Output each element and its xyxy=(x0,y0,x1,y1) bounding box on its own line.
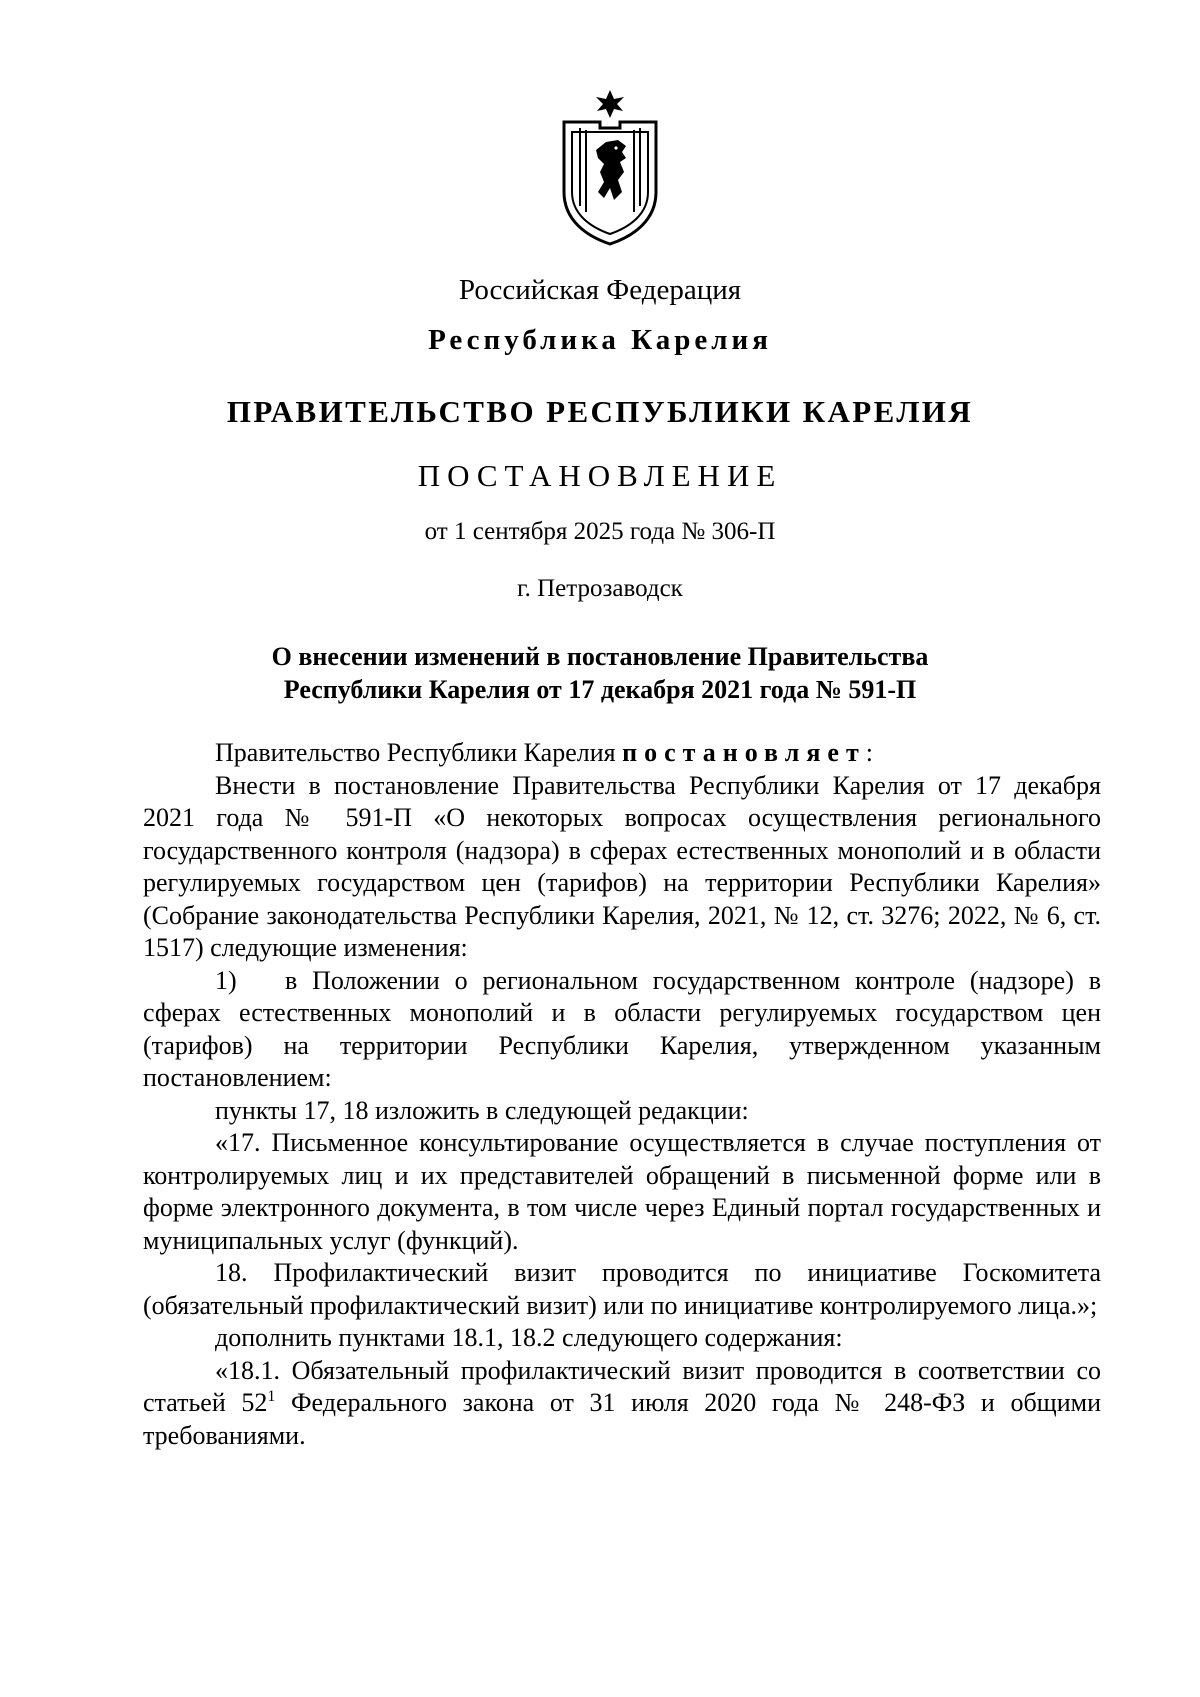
paragraph-points: пункты 17, 18 изложить в следующей редакции: xyxy=(215,1095,749,1125)
intro-paragraph xyxy=(143,737,1101,770)
item-1-text: в Положении о региональном государственном контроле (надзоре) в сферах естественных монополий и в области регулируемых государством цен (тарифов) на территории Республики Карелия, утвержденном указанным постановлением: xyxy=(143,965,1101,1092)
decree-word: постановляет xyxy=(622,738,866,767)
item-1-number: 1) xyxy=(215,965,237,995)
title-line-1: О внесении изменений в постановление Правительства xyxy=(271,642,929,671)
document-title xyxy=(160,640,1040,706)
point-18-1-text-b: Федерального закона от 31 июля 2020 года № 248-ФЗ и общими требованиями. xyxy=(143,1388,1101,1450)
document-date-number: от 1 сентября 2025 года № 306-П xyxy=(424,518,776,545)
document-city: г. Петрозаводск xyxy=(517,575,683,602)
republic-name: Республика Карелия xyxy=(428,324,772,356)
karelia-coat-of-arms-icon xyxy=(560,88,660,248)
paragraph-add: дополнить пунктами 18.1, 18.2 следующего содержания: xyxy=(215,1323,843,1352)
paragraph-main: Внести в постановление Правительства Республики Карелия от 17 декабря 2021 года № 591-П «О некоторых вопросах осуществления регионального государственного контроля (надзора) в сферах естественных монополий и в области регулируемых государством цен (тарифов) на территории Республики Карелия» (Собрание законодательства Республики Карелия, 2021, № 12, ст. 3276; 2022, № 6, ст. 1517) следующие изменения: xyxy=(143,770,1101,962)
country-name: Российская Федерация xyxy=(458,274,742,306)
intro-colon: : xyxy=(865,738,873,767)
point-17: «17. Письменное консультирование осуществляется в случае поступления от контролируемых лиц и их представителей обращений в письменной форме или в форме электронного документа, в том числе через Единый портал государственных и муниципальных услуг (функций). xyxy=(143,1128,1101,1255)
point-18-1-text-a: «18.1. Обязательный профилактический визит проводится в соответствии со статьей 52 xyxy=(143,1355,1101,1417)
title-line-2: Республики Карелия от 17 декабря 2021 года № 591-П xyxy=(283,675,917,704)
point-18-1-superscript: 1 xyxy=(267,1388,276,1405)
item-1 xyxy=(143,965,1101,1095)
document-type: ПОСТАНОВЛЕНИЕ xyxy=(417,458,783,493)
document-body xyxy=(143,737,1101,1452)
government-name: ПРАВИТЕЛЬСТВО РЕСПУБЛИКИ КАРЕЛИЯ xyxy=(226,394,974,429)
intro-text: Правительство Республики Карелия xyxy=(215,738,623,767)
point-18: 18. Профилактический визит проводится по инициативе Госкомитета (обязательный профилактический визит) или по инициативе контролируемого лица.»; xyxy=(143,1258,1101,1320)
point-18-1 xyxy=(143,1355,1101,1453)
